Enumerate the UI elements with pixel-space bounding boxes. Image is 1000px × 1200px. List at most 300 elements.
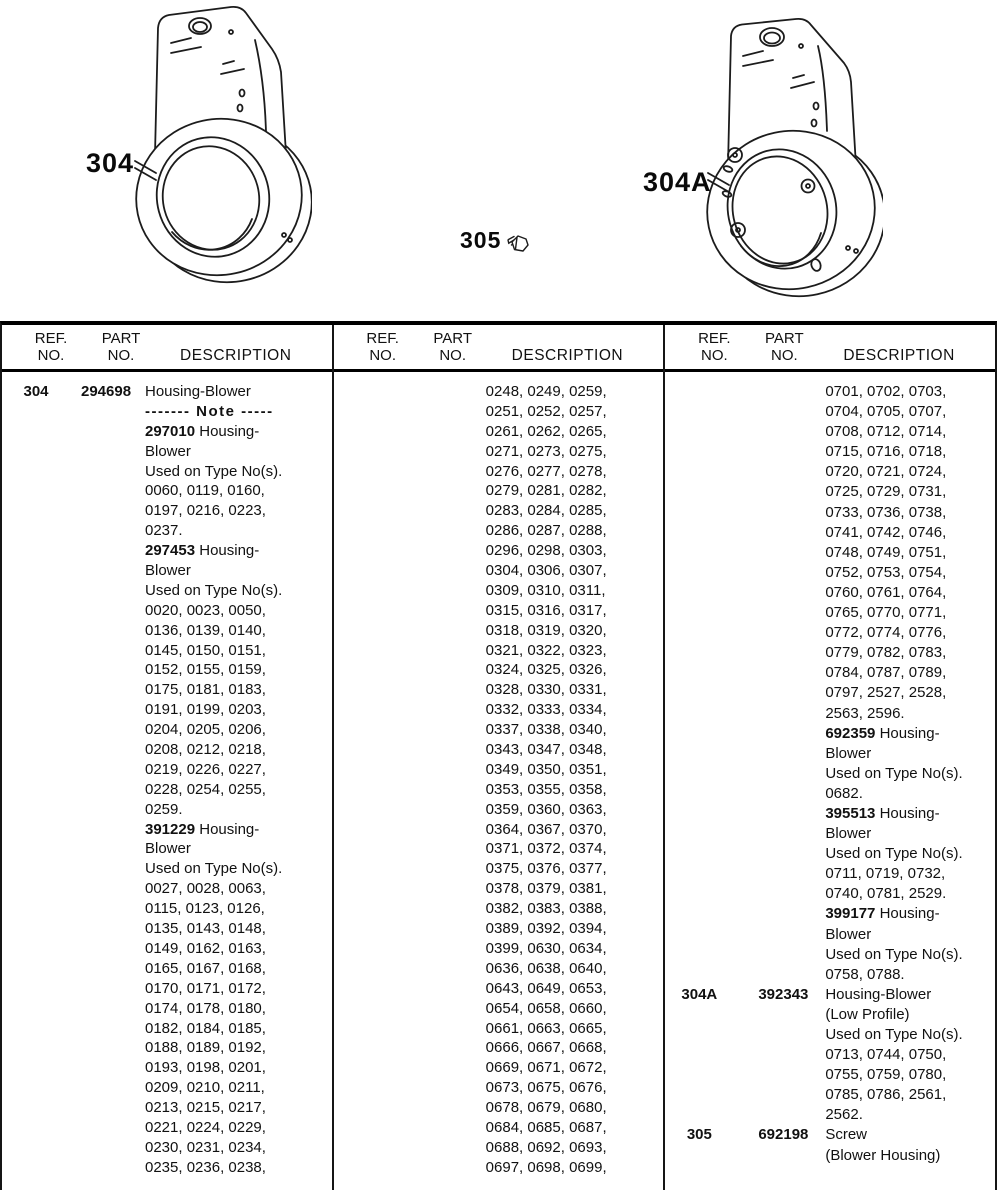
description-cell: 0704, 0705, 0707, [825,403,947,421]
part-no-cell [70,979,145,999]
description-cell: 692359 Housing- [825,724,940,742]
ref-no-cell [334,422,402,442]
table-row [334,919,664,939]
table-column-header [665,325,995,372]
table-row [665,1045,995,1065]
ref-no-cell [665,422,733,442]
description-cell: 391229 Housing- [145,820,260,838]
description-cell: 0654, 0658, 0660, [485,999,607,1017]
description-cell: (Blower Housing) [825,1146,941,1164]
description-cell: 0197, 0216, 0223, [145,502,266,520]
table-row [665,864,995,884]
part-no-cell [733,643,825,663]
description-cell: 0304, 0306, 0307, [485,562,607,580]
description-cell: 0332, 0333, 0334, [485,701,607,719]
part-no-cell [402,740,477,760]
part-no-cell [402,621,477,641]
part-no-cell [70,621,145,641]
part-no-cell [70,800,145,820]
description-cell: 0673, 0675, 0676, [485,1079,607,1097]
description-cell: 0191, 0199, 0203, [145,701,266,719]
description-cell: Used on Type No(s). [825,764,963,782]
part-no-cell [402,760,477,780]
ref-no-cell [2,879,70,899]
part-no-cell [402,820,477,840]
description-cell: 0219, 0226, 0227, [145,760,266,778]
table-row [334,1158,664,1178]
description-cell: 297010 Housing- [145,422,260,440]
table-row [334,561,664,581]
ref-no-cell [665,643,733,663]
description-cell: 0324, 0325, 0326, [485,661,607,679]
ref-no-cell [334,680,402,700]
part-no-cell [733,563,825,583]
ref-no-cell [665,965,733,985]
part-no-cell [402,442,477,462]
part-no-cell [402,601,477,621]
blower-housing-304-drawing [127,4,312,294]
ref-no-cell [665,824,733,844]
part-no-cell [733,663,825,683]
description-cell: Blower [825,744,872,762]
part-no-cell [70,1138,145,1158]
table-row [334,660,664,680]
ref-no-cell [334,919,402,939]
ref-no-cell [334,601,402,621]
description-cell: Used on Type No(s). [825,945,963,963]
ref-no-cell [665,1065,733,1085]
description-cell: 0643, 0649, 0653, [485,979,607,997]
part-no-cell [70,700,145,720]
description-cell: 0715, 0716, 0718, [825,443,947,461]
table-row [2,521,332,541]
table-row [665,1005,995,1025]
part-no-cell [733,1105,825,1125]
description-cell: 0733, 0736, 0738, [825,503,947,521]
table-row [2,700,332,720]
part-no-cell: 294698 [81,383,132,400]
table-row [2,780,332,800]
part-no-cell [70,1058,145,1078]
table-row [665,643,995,663]
ref-no-cell [2,641,70,661]
ref-no-cell [334,899,402,919]
description-cell: 0165, 0167, 0168, [145,959,266,977]
ref-no-cell [665,462,733,482]
table-row [665,844,995,864]
ref-no-cell [2,839,70,859]
ref-no-cell [2,1118,70,1138]
part-no-cell [70,760,145,780]
part-no-cell [733,482,825,502]
ref-no-cell [2,1158,70,1178]
ref-no-cell [2,501,70,521]
ref-no-cell [334,621,402,641]
table-column-header [334,325,664,372]
ref-no-cell [665,563,733,583]
ref-no-cell [2,521,70,541]
table-row [334,402,664,422]
table-row [665,623,995,643]
ref-no-cell [665,1005,733,1025]
part-no-cell [733,683,825,703]
table-row [2,919,332,939]
description-cell: 0152, 0155, 0159, [145,661,266,679]
part-no-cell [733,724,825,744]
ref-no-cell [334,541,402,561]
description-cell: 0170, 0171, 0172, [145,979,266,997]
ref-no-cell [334,740,402,760]
ref-no-cell [334,1078,402,1098]
ref-no-cell [334,402,402,422]
description-cell: 0213, 0215, 0217, [145,1099,266,1117]
part-no-cell [402,422,477,442]
description-cell: Blower [825,925,872,943]
description-cell: 0389, 0392, 0394, [485,920,607,938]
part-no-cell [70,462,145,482]
description-cell: 0261, 0262, 0265, [485,422,607,440]
description-cell: 0740, 0781, 2529. [825,885,947,903]
table-row [2,442,332,462]
description-cell: ------- Note ----- [145,402,274,420]
part-no-cell [733,543,825,563]
ref-no-cell [665,402,733,422]
part-no-cell [402,839,477,859]
table-row [665,824,995,844]
table-column-body [334,372,664,1190]
part-no-cell [402,979,477,999]
description-cell: 0785, 0786, 2561, [825,1086,947,1104]
table-row [2,1019,332,1039]
part-no-cell [70,859,145,879]
ref-no-cell [665,884,733,904]
ref-no-cell [334,1058,402,1078]
table-row [2,641,332,661]
ref-no-cell [2,780,70,800]
description-cell: 0321, 0322, 0323, [485,641,607,659]
ref-no-cell [665,1146,733,1166]
ref-no-cell [2,422,70,442]
table-column-body [2,372,332,1190]
table-row [2,760,332,780]
description-cell: 0027, 0028, 0063, [145,880,266,898]
header-ref-no: REF. NO. [34,330,68,364]
table-row [2,720,332,740]
ref-no-cell: 304A [681,985,718,1003]
description-cell: 0271, 0273, 0275, [485,442,607,460]
ref-no-cell [334,820,402,840]
part-no-cell [70,899,145,919]
ref-no-cell [334,839,402,859]
ref-no-cell [665,804,733,824]
ref-no-cell [334,1158,402,1178]
table-row [2,879,332,899]
description-cell: 0399, 0630, 0634, [485,939,607,957]
part-no-cell [402,581,477,601]
ref-no-cell [665,583,733,603]
part-no-cell [733,784,825,804]
description-cell: 0720, 0721, 0724, [825,463,947,481]
part-no-cell [733,965,825,985]
description-cell: 0115, 0123, 0126, [145,900,265,918]
table-row [334,442,664,462]
description-cell: 0283, 0284, 0285, [485,502,607,520]
description-cell: 0371, 0372, 0374, [485,840,607,858]
description-cell: 0701, 0702, 0703, [825,383,947,400]
ref-no-cell [2,919,70,939]
table-row [2,402,332,422]
table-row [334,959,664,979]
part-no-cell [733,925,825,945]
ref-no-cell [665,663,733,683]
table-row [334,382,664,402]
figure-label-304a: 304A [643,167,712,197]
table-row [334,521,664,541]
ref-no-cell [665,482,733,502]
description-cell: 0309, 0310, 0311, [485,581,606,599]
table-row [334,462,664,482]
description-cell: 0296, 0298, 0303, [485,542,607,560]
part-no-cell [402,641,477,661]
ref-no-cell [2,621,70,641]
table-column-3 [663,325,995,1190]
table-row [2,382,332,402]
part-no-cell [402,1019,477,1039]
part-no-cell [402,1078,477,1098]
ref-no-cell [665,382,733,402]
table-row [2,1098,332,1118]
ref-no-cell [334,700,402,720]
table-row [334,621,664,641]
description-cell: Blower [145,840,191,858]
ref-no-cell [665,442,733,462]
description-cell: 0208, 0212, 0218, [145,741,266,759]
description-cell: 395513 Housing- [825,804,940,822]
table-row [334,760,664,780]
part-no-cell [733,462,825,482]
ref-no-cell [334,1038,402,1058]
table-row [2,859,332,879]
table-row [334,780,664,800]
ref-no-cell [665,1085,733,1105]
part-no-cell [70,839,145,859]
ref-no-cell [2,700,70,720]
ref-no-cell [2,1098,70,1118]
ref-no-cell [334,1138,402,1158]
description-cell: 0060, 0119, 0160, [145,482,265,500]
table-row [334,1078,664,1098]
description-cell: 0378, 0379, 0381, [485,880,607,898]
part-no-cell [70,1118,145,1138]
table-row [2,740,332,760]
description-cell: 0636, 0638, 0640, [485,959,607,977]
part-no-cell [733,804,825,824]
description-cell: 0020, 0023, 0050, [145,601,266,619]
part-no-cell [70,919,145,939]
ref-no-cell [334,760,402,780]
table-row [665,523,995,543]
description-cell: Used on Type No(s). [825,845,963,863]
description-cell: 0136, 0139, 0140, [145,621,266,639]
ref-no-cell [2,442,70,462]
table-row [665,704,995,724]
part-no-cell [402,501,477,521]
ref-no-cell [334,521,402,541]
table-row [665,442,995,462]
description-cell: 2563, 2596. [825,704,905,722]
description-cell: 0669, 0671, 0672, [485,1059,607,1077]
table-column-header [2,325,332,372]
description-cell: 0364, 0367, 0370, [485,820,607,838]
table-row [334,839,664,859]
ref-no-cell [2,561,70,581]
part-no-cell [402,1038,477,1058]
part-no-cell [733,945,825,965]
table-row [2,621,332,641]
part-no-cell [70,879,145,899]
part-no-cell [402,660,477,680]
ref-no-cell [2,1078,70,1098]
description-cell: 0382, 0383, 0388, [485,900,607,918]
part-no-cell [402,1118,477,1138]
description-cell: 0230, 0231, 0234, [145,1138,266,1156]
table-row [665,945,995,965]
description-cell: 0276, 0277, 0278, [485,462,607,480]
part-no-cell [402,1098,477,1118]
ref-no-cell [2,660,70,680]
part-no-cell [402,939,477,959]
ref-no-cell [665,543,733,563]
table-row [2,1078,332,1098]
ref-no-cell [2,1019,70,1039]
ref-no-cell [334,581,402,601]
table-row [334,1038,664,1058]
header-part-no: PART NO. [433,330,472,364]
parts-table [0,321,997,1190]
part-no-cell [733,402,825,422]
description-cell: 0784, 0787, 0789, [825,664,947,682]
table-row [665,1065,995,1085]
description-cell: 0193, 0198, 0201, [145,1059,266,1077]
table-row [665,904,995,924]
ref-no-cell [2,680,70,700]
part-no-cell [70,680,145,700]
ref-no-cell [2,402,70,422]
part-no-cell [733,1005,825,1025]
ref-no-cell [2,760,70,780]
table-row [2,1158,332,1178]
description-cell: Used on Type No(s). [145,462,283,480]
ref-no-cell [665,1045,733,1065]
table-column-2 [332,325,664,1190]
table-row [2,561,332,581]
part-no-cell [70,959,145,979]
description-cell: 0741, 0742, 0746, [825,523,947,541]
table-row [2,501,332,521]
part-no-cell [402,720,477,740]
ref-no-cell [2,999,70,1019]
table-row [665,724,995,744]
table-row [334,422,664,442]
part-no-cell [402,959,477,979]
description-cell: 0237. [145,522,183,540]
ref-no-cell [2,959,70,979]
table-row [2,1038,332,1058]
ref-no-cell [665,904,733,924]
description-cell: 0209, 0210, 0211, [145,1079,265,1097]
ref-no-cell [334,481,402,501]
table-row [665,482,995,502]
table-row [665,402,995,422]
table-row [665,985,995,1005]
table-row [2,1118,332,1138]
part-no-cell [733,904,825,924]
part-no-cell [70,780,145,800]
description-cell: 0353, 0355, 0358, [485,780,607,798]
table-row [334,601,664,621]
ref-no-cell [2,481,70,501]
part-no-cell [402,919,477,939]
ref-no-cell: 305 [686,1126,712,1144]
table-row [2,422,332,442]
ref-no-cell [2,820,70,840]
part-no-cell [70,442,145,462]
part-no-cell [70,820,145,840]
ref-no-cell [334,800,402,820]
part-no-cell [733,1065,825,1085]
part-no-cell [733,583,825,603]
part-no-cell [733,623,825,643]
header-ref-no: REF. NO. [698,330,731,364]
ref-no-cell [334,561,402,581]
description-cell: 0760, 0761, 0764, [825,583,947,601]
description-cell: 0174, 0178, 0180, [145,999,266,1017]
part-no-cell [733,1085,825,1105]
description-cell: 0678, 0679, 0680, [485,1099,607,1117]
table-row [2,839,332,859]
part-no-cell [402,462,477,482]
ref-no-cell [2,720,70,740]
table-row [334,859,664,879]
part-no-cell [733,422,825,442]
part-no-cell [733,824,825,844]
ref-no-cell [334,939,402,959]
description-cell: 0748, 0749, 0751, [825,543,947,561]
part-no-cell [402,541,477,561]
description-cell: 0343, 0347, 0348, [485,741,607,759]
part-no-cell [733,1045,825,1065]
ref-no-cell [2,541,70,561]
ref-no-cell [334,780,402,800]
part-no-cell [733,764,825,784]
table-row [2,959,332,979]
description-cell: 0286, 0287, 0288, [485,522,607,540]
blower-housing-304a-drawing [698,16,883,311]
description-cell: 0684, 0685, 0687, [485,1118,607,1136]
part-no-cell [402,899,477,919]
description-cell: 0337, 0338, 0340, [485,721,607,739]
table-row [2,581,332,601]
description-cell: 0758, 0788. [825,965,905,983]
part-no-cell [402,1058,477,1078]
description-cell: 0725, 0729, 0731, [825,483,947,501]
part-no-cell [402,402,477,422]
description-cell: 0682. [825,784,863,802]
description-cell: 0149, 0162, 0163, [145,939,266,957]
ref-no-cell [2,899,70,919]
part-no-cell [733,382,825,402]
ref-no-cell [334,442,402,462]
